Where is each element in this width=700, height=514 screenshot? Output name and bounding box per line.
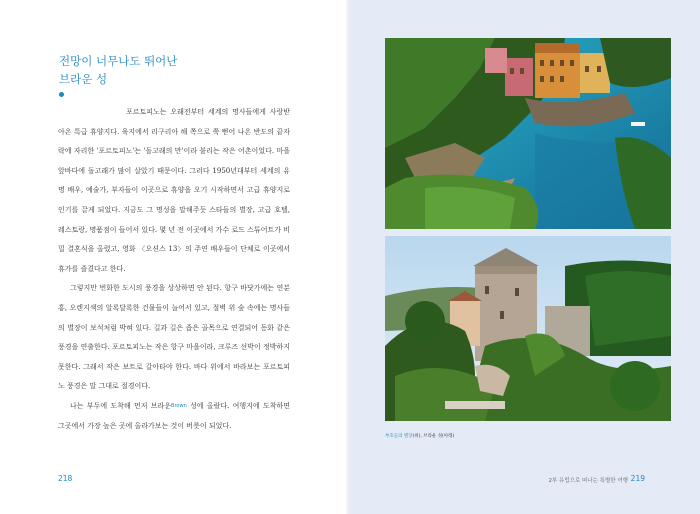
caption-lead: 부호들의 별장 <box>385 434 413 439</box>
paragraph-2: 그렇지만 번화한 도시의 풍경을 상상하면 안 된다. 항구 바닷가에는 연분홍, 오렌지색의 알록달록한 건물들이 늘어서 있고, 절벽 위 숲 속에는 명사들의 별장이 보석처럼 박혀 있다. 길과 길은 좁은 골목으로 연결되어 동화 같은 풍경을 연출한다. 포르토피노는 작은 항구 마을이라, 크루즈 선박이 정박하지 못한다. 그래서 작은 보트로 갈아타야 한다. 바다 위에서 바라보는 포르토피노 풍경은 말 그대로 절경이다. <box>58 284 290 391</box>
page-number-left: 218 <box>58 474 73 483</box>
page-title <box>59 52 177 88</box>
running-head: 2부 유럽으로 떠나는 특별한 여행 <box>548 478 628 484</box>
page-number-right: 219 <box>630 474 645 483</box>
paragraph-3-part-1: 나는 부두에 도착해 먼저 브라운 <box>70 401 172 410</box>
body-text <box>58 103 290 436</box>
brown-annotation: Brown <box>171 402 187 409</box>
caption-rest: (위), 브라운 성(아래) <box>412 434 455 439</box>
paragraph-3-part-2: 성에 올랐다. 여행지에 도착하면 그곳에서 가장 높은 곳에 올라가보는 것이 버릇이 되었다. <box>58 401 291 430</box>
title-line-2: 브라운 성 <box>59 72 108 86</box>
title-line-1: 전망이 너무나도 뛰어난 <box>59 54 178 68</box>
title-bullet-dot <box>59 92 64 97</box>
photo-caption <box>385 433 454 439</box>
villas-cove-photo <box>385 38 671 229</box>
paragraph-3 <box>58 397 290 436</box>
castello-brown-photo <box>385 236 671 421</box>
paragraph-1: 포르토피노는 오래전부터 세계의 명사들에게 사랑받아온 특급 휴양지다. 육지에서 리구리아 해 쪽으로 쭉 뻗어 나온 반도의 끝자락에 자리한 '포르토피노'는 '돌고래의 만'이라 불리는 작은 어촌이었다. 마을 앞바다에 돌고래가 많이 살았기 때문이다. 그러다 1950년대부터 세계의 유명 배우, 예술가, 부자들이 이곳으로 휴양을 오기 시작하면서 고급 휴양지로 인기를 끌게 되었다. 지금도 그 명성을 말해주듯 스타들의 별장, 고급 호텔, 레스토랑, 명품점이 들어서 있다. 몇 년 전 이곳에서 가수 로드 스튜어트가 비밀 결혼식을 올렸고, 영화 〈오션스 13〉의 주연 배우들이 단체로 이곳에서 휴가를 즐겼다고 한다. <box>58 108 290 273</box>
